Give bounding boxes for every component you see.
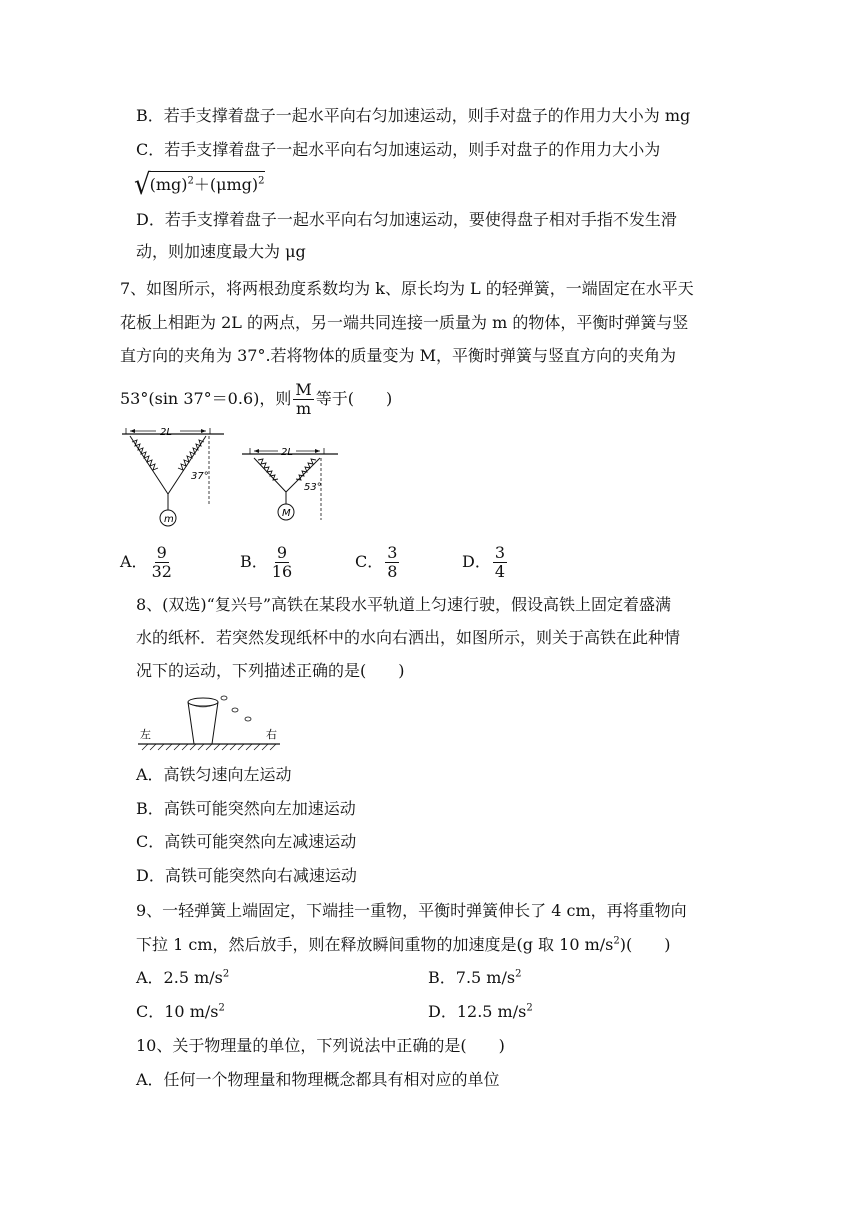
spring-system-37 [122, 427, 224, 526]
q9-option-c: C．10 $m/s^2$ [136, 1002, 225, 1021]
sqrt-expression: √ $(mg)^2+(\mu mg)^2$ [134, 168, 265, 202]
q7-option-d: D． $\frac{3}{4}$ [462, 543, 506, 581]
q8-option-c: C．高铁可能突然向左减速运动 [136, 832, 357, 851]
q8-line1: 8、(双选)“复兴号”高铁在某段水平轨道上匀速行驶，假设高铁上固定着盛满 [136, 595, 672, 614]
q6-option-b: B．若手支撑着盘子一起水平向右匀加速运动，则手对盘子的作用力大小为 mg [136, 106, 691, 125]
q7-line4: 53°(sin 37°＝0.6)，则 $\frac{M}{m}$ 等于( ) [120, 380, 393, 418]
q9-option-b: B．7.5 $m/s^2$ [428, 968, 522, 987]
spring-diagram [118, 424, 348, 532]
cup-diagram [138, 692, 283, 752]
svg-text:2L: 2L [160, 427, 172, 438]
q8-option-b: B．高铁可能突然向左加速运动 [136, 799, 356, 818]
q7-option-c: C． $\frac{3}{8}$ [355, 543, 398, 581]
q8-line2: 水的纸杯．若突然发现纸杯中的水向右洒出，如图所示，则关于高铁在此种情 [136, 628, 681, 647]
q7-line2: 花板上相距为 2L 的两点，另一端共同连接一质量为 m 的物体，平衡时弹簧与竖 [120, 313, 689, 332]
q8-option-d: D．高铁可能突然向右减速运动 [136, 866, 357, 885]
q9-option-d: D．12.5 $m/s^2$ [428, 1002, 533, 1021]
svg-text:右: 右 [266, 728, 277, 741]
svg-text:2L: 2L [281, 447, 293, 458]
q6-option-d-line1: D．若手支撑着盘子一起水平向右匀加速运动，要使得盘子相对手指不发生滑 [136, 210, 677, 229]
q8-option-a: A．高铁匀速向左运动 [136, 765, 292, 784]
q9-option-a: A．2.5 $m/s^2$ [136, 968, 230, 987]
q9-line1: 9、一轻弹簧上端固定，下端挂一重物，平衡时弹簧伸长了 4 cm，再将重物向 [136, 901, 687, 920]
q7-option-b: B． $\frac{9}{16}$ [240, 543, 293, 581]
q6-option-c-line2 [134, 168, 265, 202]
svg-text:37°: 37° [191, 471, 209, 482]
svg-text:左: 左 [140, 728, 151, 741]
q7-line3: 直方向的夹角为 37°.若将物体的质量变为 M，平衡时弹簧与竖直方向的夹角为 [120, 346, 677, 365]
q7-line1: 7、如图所示，将两根劲度系数均为 k、原长均为 L 的轻弹簧，一端固定在水平天 [120, 279, 694, 298]
q6-option-d-line2: 动，则加速度最大为 μg [136, 242, 306, 261]
q6-option-c-line1: C．若手支撑着盘子一起水平向右匀加速运动，则手对盘子的作用力大小为 [136, 140, 661, 159]
svg-text:M: M [282, 508, 291, 519]
spring-system-53 [242, 447, 338, 520]
svg-text:53°: 53° [304, 482, 322, 493]
q8-line3: 况下的运动，下列描述正确的是( ) [136, 661, 405, 680]
q7-option-a: A． $\frac{9}{32}$ [120, 543, 172, 581]
q10-line1: 10、关于物理量的单位，下列说法中正确的是( ) [136, 1036, 505, 1055]
q10-option-a: A．任何一个物理量和物理概念都具有相对应的单位 [136, 1070, 500, 1089]
svg-text:m: m [164, 514, 174, 525]
q9-line2: 下拉 1 cm，然后放手，则在释放瞬间重物的加速度是(g 取 10 $m/s^2$)( ) [136, 935, 671, 954]
mass-ratio-fraction: $\frac{M}{m}$ [295, 380, 312, 418]
